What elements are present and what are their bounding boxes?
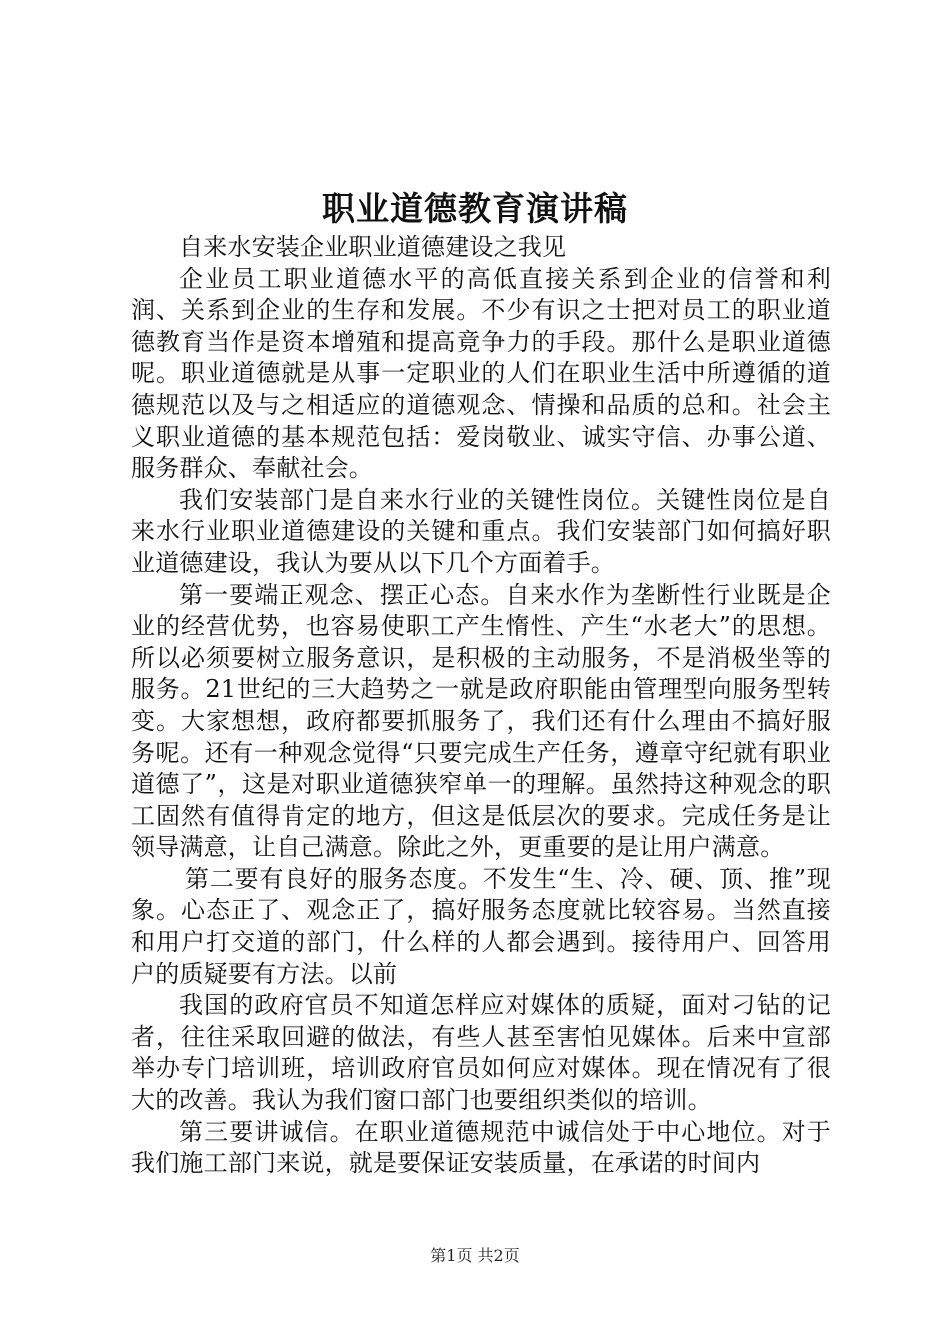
page-number-footer: 第1页 共2页: [430, 1246, 520, 1265]
paragraph-intro: 企业员工职业道德水平的高低直接关系到企业的信誉和利润、关系到企业的生存和发展。不少有识之士把对员工的职业道德教育当作是资本增殖和提高竟争力的手段。那什么是职业道德呢。职业道德就是从事一定职业的人们在职业生活中所遵循的道德规范以及与之相适应的道德观念、情操和品质的总和。社会主义职业道德的基本规范包括：爱岗敬业、诚实守信、办事公道、服务群众、奉献社会。: [131, 264, 831, 483]
paragraph-point-two: 第二要有良好的服务态度。不发生“生、冷、硬、顶、推”现象。心态正了、观念正了，搞好服务态度就比较容易。当然直接和用户打交道的部门，什么样的人都会遇到。接待用户、回答用户的质疑要有方法。以前: [131, 864, 831, 988]
paragraph-install-department: 我们安装部门是自来水行业的关键性岗位。关键性岗位是自来水行业职业道德建设的关键和重点。我们安装部门如何搞好职业道德建设，我认为要从以下几个方面着手。: [131, 485, 831, 577]
document-title: 职业道德教育演讲稿: [322, 189, 628, 228]
paragraph-government-media: 我国的政府官员不知道怎样应对媒体的质疑，面对刁钻的记者，往往采取回避的做法，有些人甚至害怕见媒体。后来中宣部举办专门培训班，培训政府官员如何应对媒体。现在情况有了很大的改善。我认为我们窗口部门也要组织类似的培训。: [131, 991, 831, 1115]
paragraph-subtitle: 自来水安装企业职业道德建设之我见: [179, 233, 567, 261]
paragraph-point-one: 第一要端正观念、摆正心态。自来水作为垄断性行业既是企业的经营优势，也容易使职工产生惰性、产生“水老大”的思想。所以必须要树立服务意识，是积极的主动服务，不是消极坐等的服务。21世纪的三大趋势之一就是政府职能由管理型向服务型转变。大家想想，政府都要抓服务了，我们还有什么理由不搞好服务呢。还有一种观念觉得“只要完成生产任务，遵章守纪就有职业道德了”，这是对职业道德狭窄单一的理解。虽然持这种观念的职工固然有值得肯定的地方，但这是低层次的要求。完成任务是让领导满意，让自己满意。除此之外，更重要的是让用户满意。: [131, 580, 831, 862]
document-body: [131, 232, 831, 1180]
paragraph-point-three: 第三要讲诚信。在职业道德规范中诚信处于中心地位。对于我们施工部门来说，就是要保证安装质量，在承诺的时间内: [131, 1117, 831, 1178]
